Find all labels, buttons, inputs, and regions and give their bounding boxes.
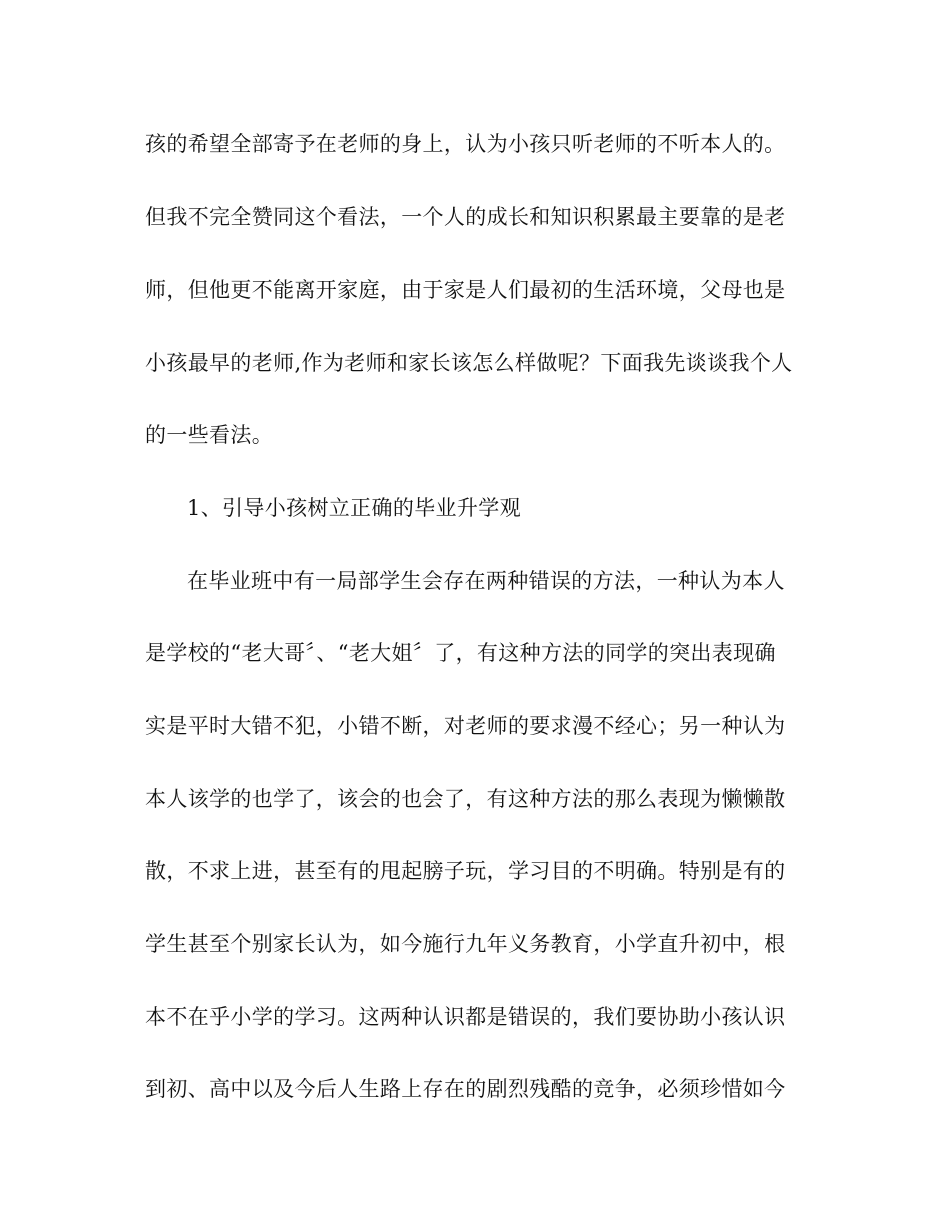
- paragraph-line: 师，但他更不能离开家庭，由于家是人们最初的生活环境，父母也是: [145, 278, 786, 302]
- paragraph-line: 学生甚至个别家长认为，如今施行九年义务教育，小学直升初中，根: [145, 932, 786, 956]
- paragraph-line: 是学校的“老大哥〞、“老大姐〞了，有这种方法的同学的突出表现确: [145, 641, 776, 665]
- paragraph-line: 的一些看法。: [145, 423, 274, 447]
- paragraph-line: 到初、高中以及今后人生路上存在的剧烈残酷的竞争，必须珍惜如今: [145, 1077, 786, 1101]
- paragraph-line: 孩的希望全部寄予在老师的身上，认为小孩只听老师的不听本人的。: [145, 132, 786, 156]
- paragraph-line: 本不在乎小学的学习。这两种认识都是错误的，我们要协助小孩认识: [145, 1005, 786, 1029]
- paragraph-line: 但我不完全赞同这个看法，一个人的成长和知识积累最主要靠的是老: [145, 205, 786, 229]
- paragraph-line: 小孩最早的老师,作为老师和家长该怎么样做呢？下面我先谈谈我个人: [145, 351, 793, 375]
- paragraph-line: 在毕业班中有一局部学生会存在两种错误的方法，一种认为本人: [187, 569, 785, 593]
- paragraph-line: 散，不求上进，甚至有的甩起膀子玩，学习目的不明确。特别是有的: [145, 859, 786, 883]
- section-heading: 1、引导小孩树立正确的毕业升学观: [187, 496, 521, 520]
- paragraph-line: 实是平时大错不犯，小错不断，对老师的要求漫不经心；另一种认为: [145, 714, 786, 738]
- paragraph-line: 本人该学的也学了，该会的也会了，有这种方法的那么表现为懒懒散: [145, 787, 786, 811]
